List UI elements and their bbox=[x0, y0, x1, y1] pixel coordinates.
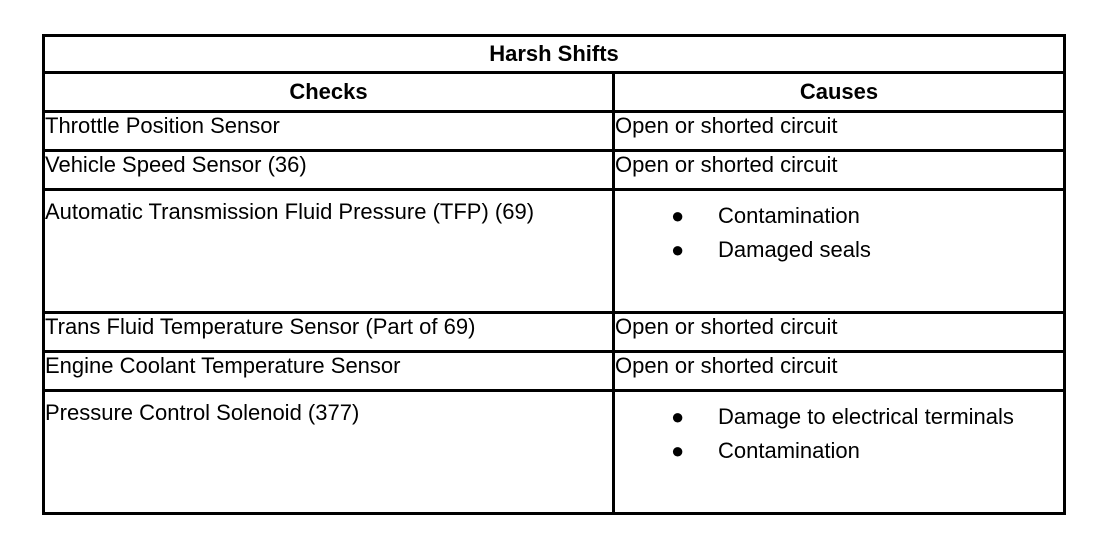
cause-bullet-item bbox=[615, 237, 1063, 271]
table-row bbox=[44, 151, 1065, 190]
check-cell: Engine Coolant Temperature Sensor bbox=[44, 352, 614, 391]
table-row bbox=[44, 112, 1065, 151]
cause-cell: Open or shorted circuit bbox=[614, 313, 1065, 352]
causes-column-header: Causes bbox=[614, 73, 1065, 112]
cause-bullet-item bbox=[615, 203, 1063, 237]
bullet-icon: ● bbox=[671, 438, 685, 463]
cause-cell: Open or shorted circuit bbox=[614, 151, 1065, 190]
check-cell: Automatic Transmission Fluid Pressure (TFP) (69) bbox=[44, 190, 614, 313]
cause-cell bbox=[614, 190, 1065, 313]
cause-bullet-list bbox=[615, 191, 1063, 271]
harsh-shifts-table bbox=[42, 34, 1066, 515]
table-row bbox=[44, 190, 1065, 313]
cause-cell: Open or shorted circuit bbox=[614, 352, 1065, 391]
check-cell: Trans Fluid Temperature Sensor (Part of 69) bbox=[44, 313, 614, 352]
cause-bullet-list bbox=[615, 392, 1063, 472]
check-cell: Throttle Position Sensor bbox=[44, 112, 614, 151]
table-title: Harsh Shifts bbox=[44, 36, 1065, 73]
table-row bbox=[44, 313, 1065, 352]
check-cell: Vehicle Speed Sensor (36) bbox=[44, 151, 614, 190]
cause-cell: Open or shorted circuit bbox=[614, 112, 1065, 151]
checks-column-header: Checks bbox=[44, 73, 614, 112]
cause-text: Contamination bbox=[718, 203, 860, 228]
bullet-icon: ● bbox=[671, 237, 685, 262]
cause-bullet-item bbox=[615, 438, 1063, 472]
cause-bullet-item bbox=[615, 404, 1063, 438]
cause-text: Damaged seals bbox=[718, 237, 871, 262]
cause-text: Damage to electrical terminals bbox=[718, 404, 1014, 429]
bullet-icon: ● bbox=[671, 404, 685, 429]
check-cell: Pressure Control Solenoid (377) bbox=[44, 391, 614, 514]
table-row bbox=[44, 352, 1065, 391]
cause-text: Contamination bbox=[718, 438, 860, 463]
table-row bbox=[44, 391, 1065, 514]
bullet-icon: ● bbox=[671, 203, 685, 228]
cause-cell bbox=[614, 391, 1065, 514]
